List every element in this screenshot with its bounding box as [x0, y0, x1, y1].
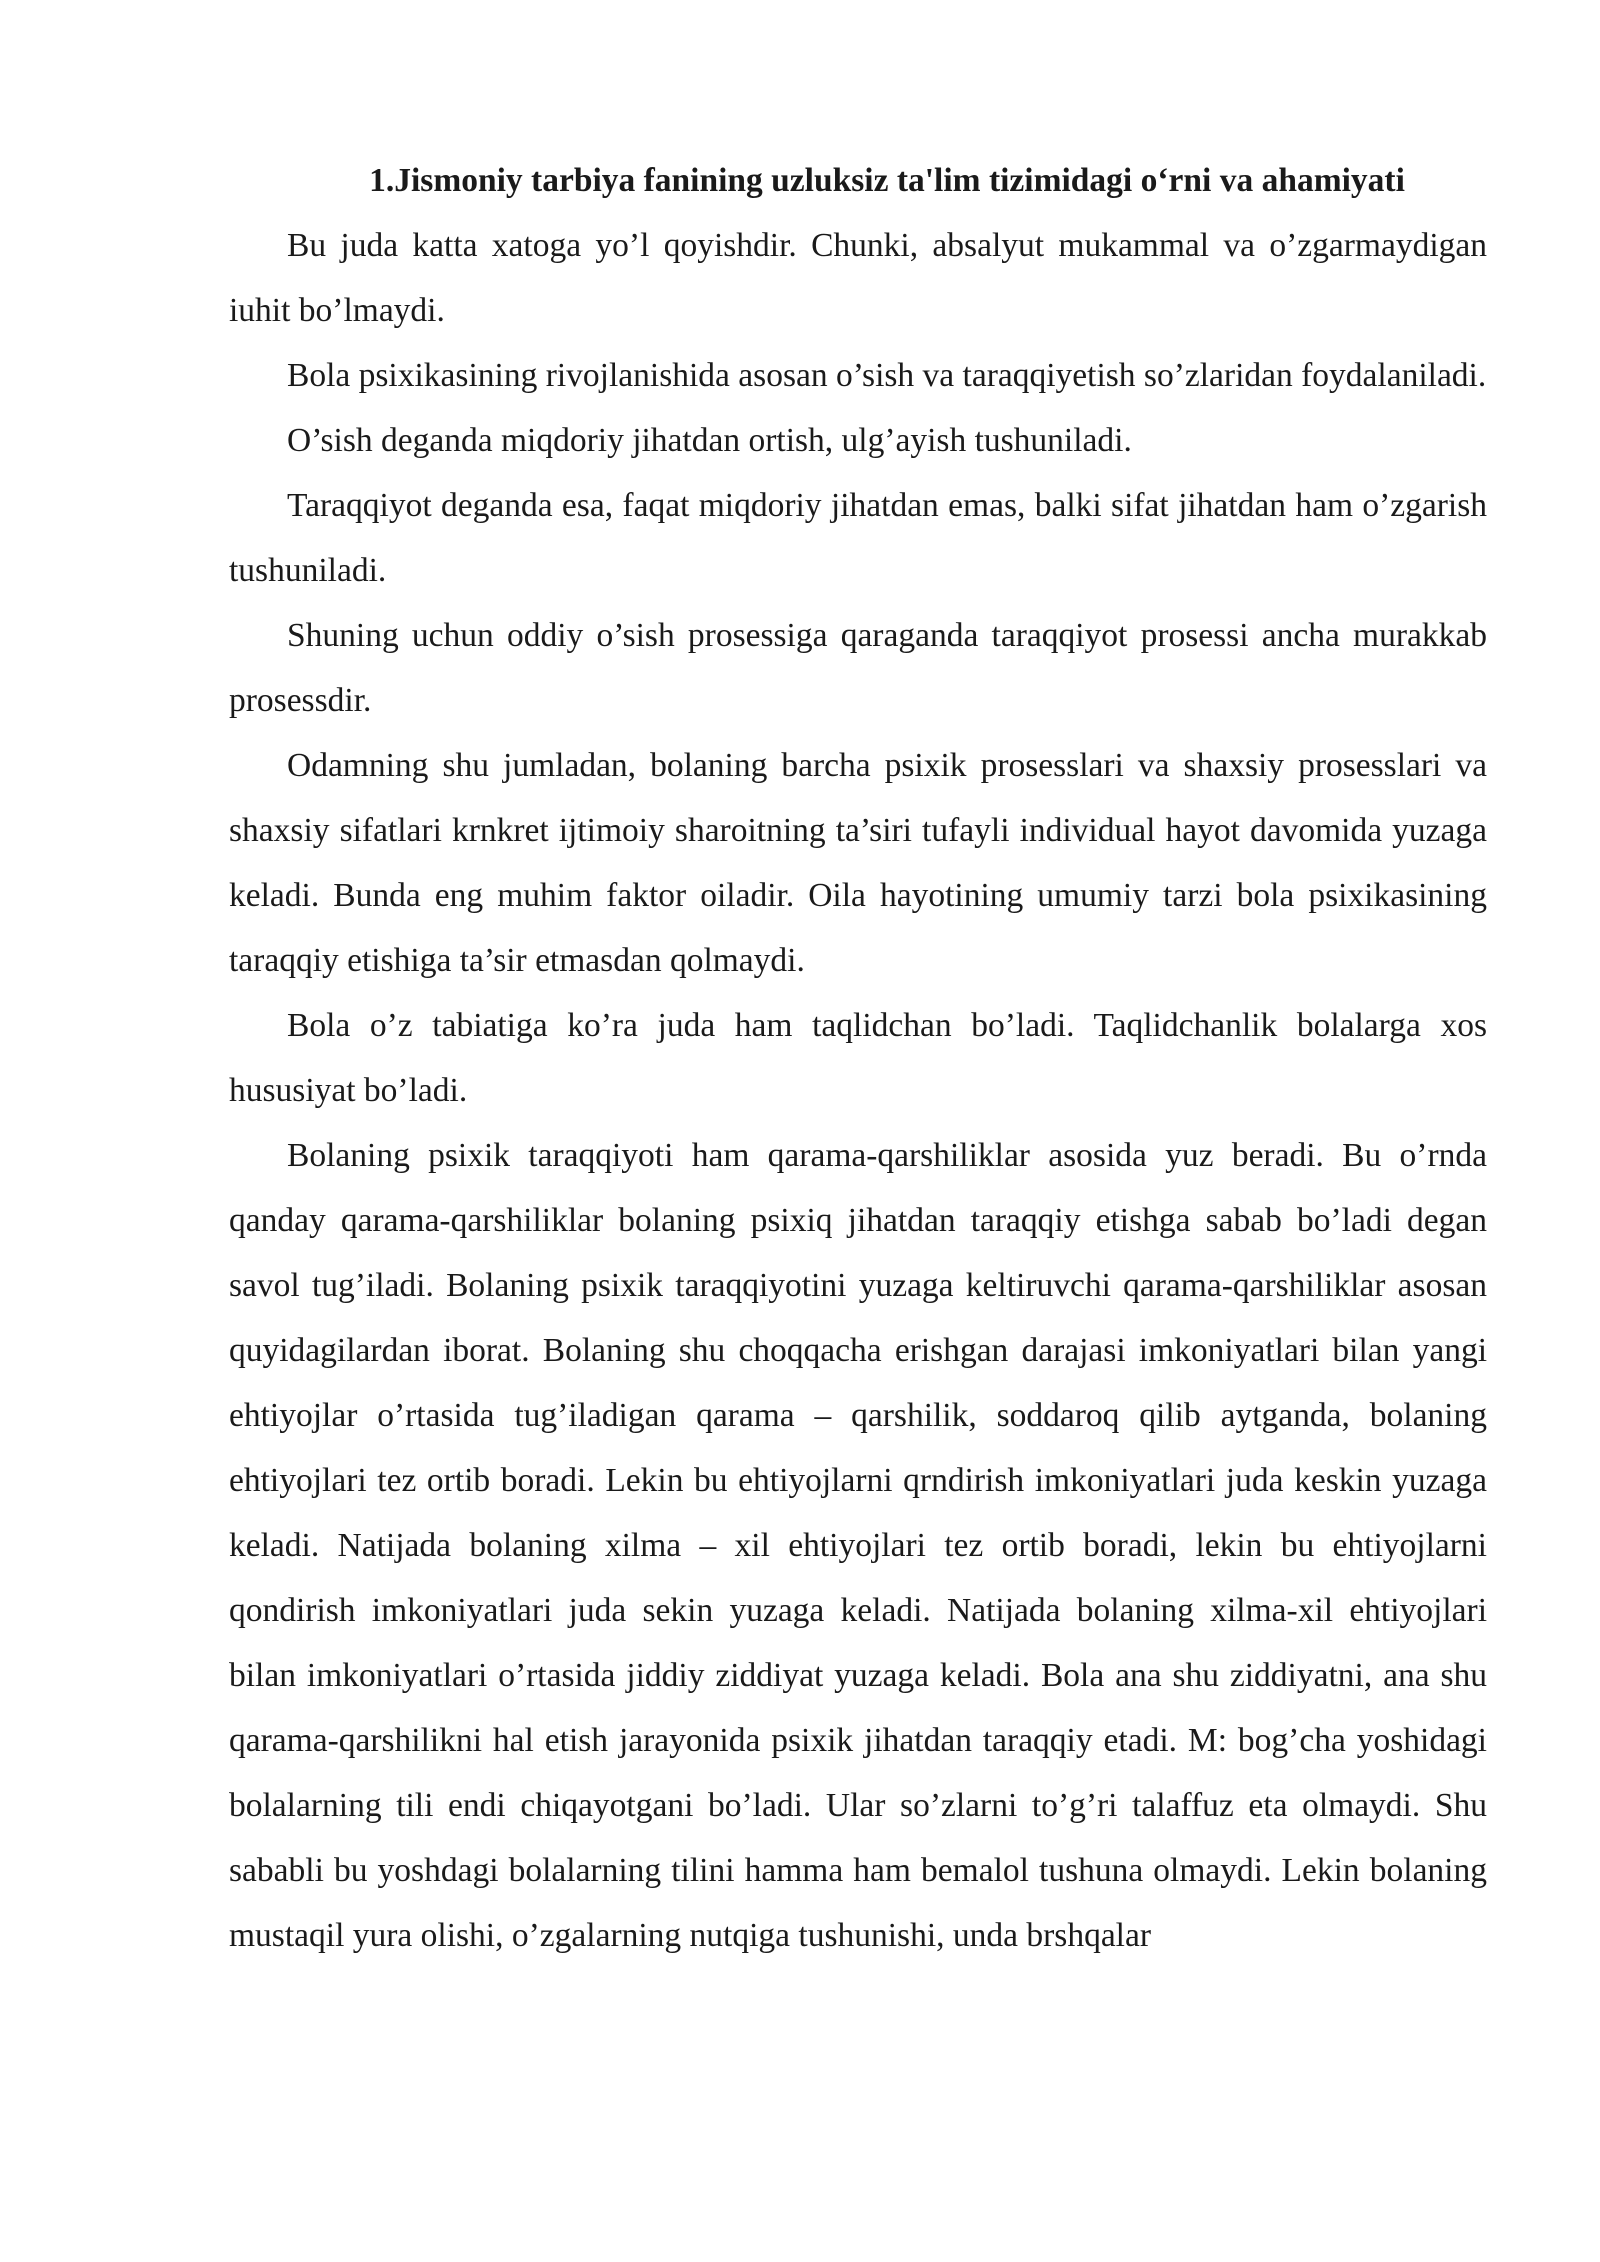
- document-body: [229, 148, 1487, 1968]
- document-title: 1.Jismoniy tarbiya fanining uzluksiz ta'lim tizimidagi o‘rni va ahamiyati: [369, 162, 1405, 199]
- paragraph: Shuning uchun oddiy o’sish prosessiga qaraganda taraqqiyot prosessi ancha murakkab prosessdir.: [229, 617, 1487, 719]
- paragraph: Bola psixikasining rivojlanishida asosan o’sish va taraqqiyetish so’zlaridan foydalaniladi.: [287, 357, 1487, 394]
- paragraph: Bolaning psixik taraqqiyoti ham qarama-qarshiliklar asosida yuz beradi. Bu o’rnda qanday qarama-qarshiliklar bolaning psixiq jihatdan taraqqiy etishga sabab bo’ladi degan savol tug’iladi. Bolaning psixik taraqqiyotini yuzaga keltiruvchi qarama-qarshiliklar asosan quyidagilardan iborat. Bolaning shu choqqacha erishgan darajasi imkoniyatlari bilan yangi ehtiyojlar o’rtasida tug’iladigan qarama – qarshilik, soddaroq qilib aytganda, bolaning ehtiyojlari tez ortib boradi. Lekin bu ehtiyojlarni qrndirish imkoniyatlari juda keskin yuzaga keladi. Natijada bolaning xilma – xil ehtiyojlari tez ortib boradi, lekin bu ehtiyojlarni qondirish imkoniyatlari juda sekin yuzaga keladi. Natijada bolaning xilma-xil ehtiyojlari bilan imkoniyatlari o’rtasida jiddiy ziddiyat yuzaga keladi. Bola ana shu ziddiyatni, ana shu qarama-qarshilikni hal etish jarayonida psixik jihatdan taraqqiy etadi. M: bog’cha yoshidagi bolalarning tili endi chiqayotgani bo’ladi. Ular so’zlarni to’g’ri talaffuz eta olmaydi. Shu sababli bu yoshdagi bolalarning tilini hamma ham bemalol tushuna olmaydi. Lekin bolaning mustaqil yura olishi, o’zgalarning nutqiga tushunishi, unda brshqalar: [229, 1137, 1487, 1954]
- paragraph: O’sish deganda miqdoriy jihatdan ortish, ulg’ayish tushuniladi.: [287, 422, 1132, 459]
- paragraph: Taraqqiyot deganda esa, faqat miqdoriy jihatdan emas, balki sifat jihatdan ham o’zgarish tushuniladi.: [229, 487, 1487, 589]
- paragraph: Odamning shu jumladan, bolaning barcha psixik prosesslari va shaxsiy prosesslari va shaxsiy sifatlari krnkret ijtimoiy sharoitning ta’siri tufayli individual hayot davomida yuzaga keladi. Bunda eng muhim faktor oiladir. Oila hayotining umumiy tarzi bola psixikasining taraqqiy etishiga ta’sir etmasdan qolmaydi.: [229, 747, 1487, 979]
- paragraph: Bola o’z tabiatiga ko’ra juda ham taqlidchan bo’ladi. Taqlidchanlik bolalarga xos hususiyat bo’ladi.: [229, 1007, 1487, 1109]
- paragraph: Bu juda katta xatoga yo’l qoyishdir. Chunki, absalyut mukammal va o’zgarmaydigan iuhit bo’lmaydi.: [229, 227, 1487, 329]
